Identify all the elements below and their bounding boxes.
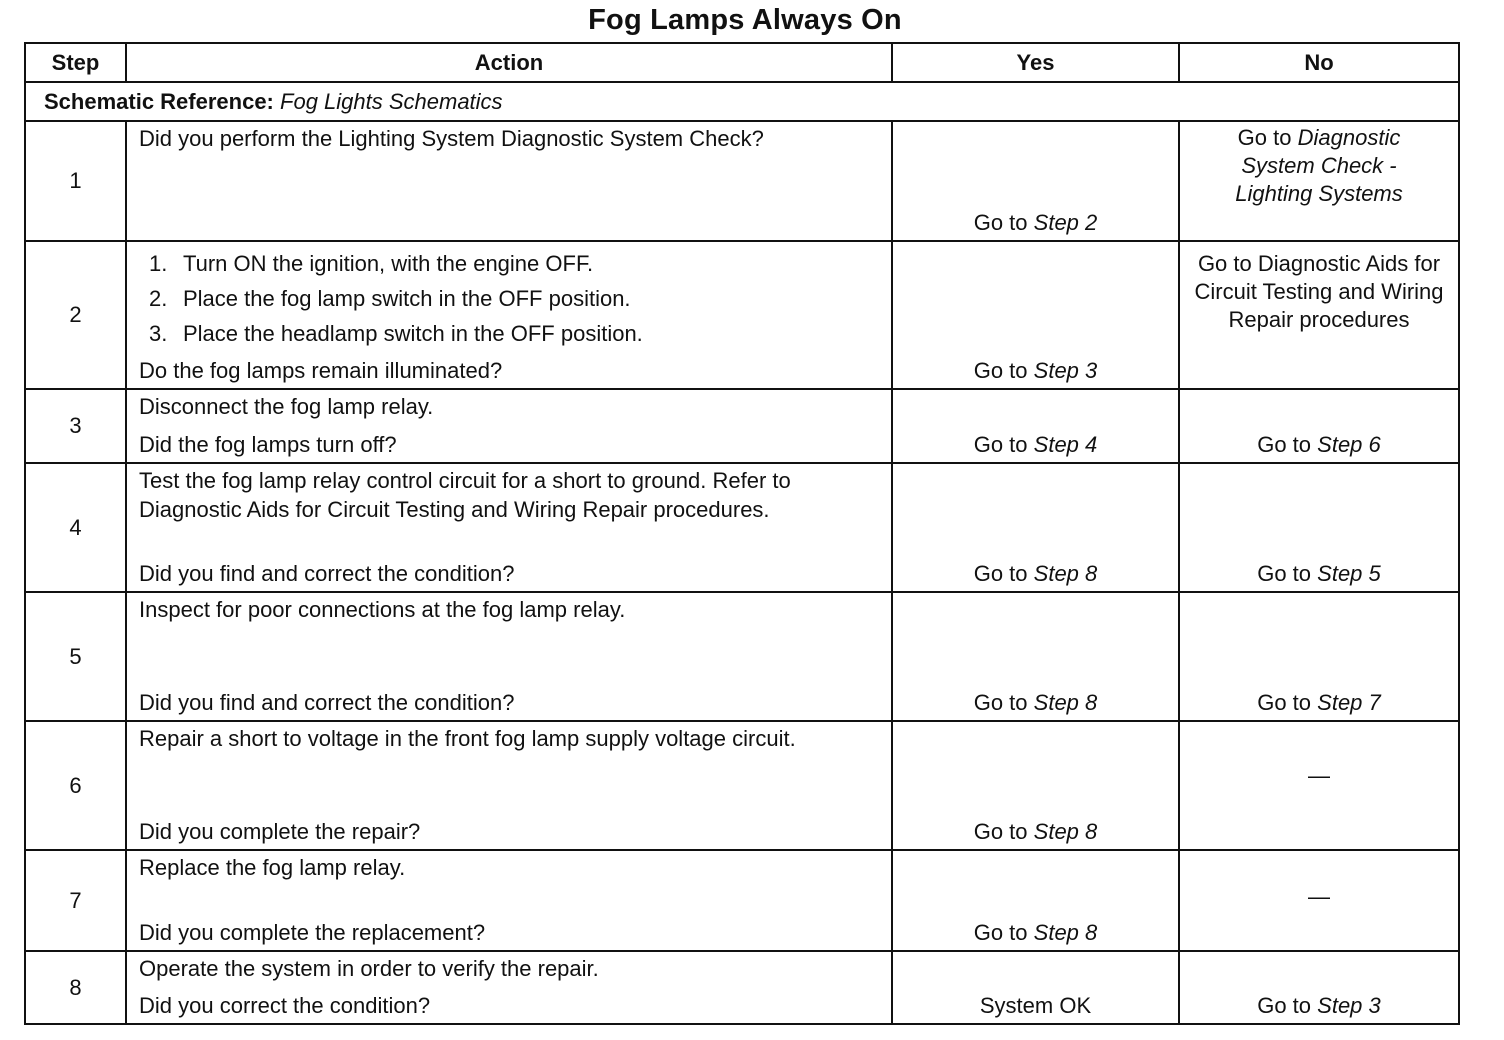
table-row [25,951,1459,1024]
table-row [25,241,1459,389]
yes-prefix: Go to [973,561,1028,586]
header-step: Step [25,43,126,82]
action-cell [126,389,892,463]
action-cell [126,592,892,721]
yes-prefix: Go to [973,210,1028,235]
action-cell [126,241,892,389]
action-cell [126,951,892,1024]
diagnostic-table [24,42,1460,1025]
no-prefix: Go to [1257,561,1312,586]
yes-step-link[interactable]: Step 8 [1033,819,1098,844]
yes-prefix: Go to [973,819,1028,844]
table-row [25,121,1459,241]
action-text: Replace the fog lamp relay. [139,855,406,880]
yes-result [893,432,1178,458]
action-question: Did the fog lamps turn off? [139,432,397,457]
no-step-link[interactable]: Step 3 [1317,993,1381,1018]
yes-cell [892,951,1179,1024]
schematic-reference-row [25,82,1459,121]
no-result[interactable]: Go to Diagnostic Aids for Circuit Testing and Wiring Repair procedures [1194,251,1444,332]
no-result: — [1308,883,1330,909]
yes-cell [892,592,1179,721]
step-number: 6 [25,721,126,850]
step-number: 3 [25,389,126,463]
header-action: Action [126,43,892,82]
action-cell [126,850,892,951]
action-question: Did you find and correct the condition? [139,561,515,586]
no-cell [1179,241,1459,389]
yes-step-link[interactable]: Step 8 [1033,690,1098,715]
no-result: — [1308,762,1330,788]
no-result [1180,690,1458,716]
no-result [1180,124,1458,208]
yes-result [893,920,1178,946]
step-number: 7 [25,850,126,951]
action-question: Did you complete the replacement? [139,920,486,945]
no-result [1180,993,1458,1019]
yes-cell [892,721,1179,850]
page-title: Fog Lamps Always On [588,4,902,36]
yes-step-link[interactable]: Step 3 [1033,358,1098,383]
no-cell [1179,121,1459,241]
header-no: No [1179,43,1459,82]
header-yes: Yes [892,43,1179,82]
yes-cell [892,121,1179,241]
no-step-link[interactable]: Step 7 [1317,690,1381,715]
no-cell [1179,389,1459,463]
step-number: 4 [25,463,126,592]
table-row [25,721,1459,850]
list-item: 2. Place the fog lamp switch in the OFF position. [149,286,631,311]
action-text: Inspect for poor connections at the fog lamp relay. [139,597,626,622]
yes-result [893,819,1178,845]
no-step-link[interactable]: Diagnostic System Check - Lighting Systems [1235,125,1403,206]
yes-step-link[interactable]: Step 8 [1033,561,1098,586]
yes-result [893,561,1178,587]
yes-prefix: Go to [973,432,1028,457]
action-text: Test the fog lamp relay control circuit for a short to ground. Refer to Diagnostic Aids for Circuit Testing and Wiring Repair procedures. [139,468,791,522]
no-step-link[interactable]: Step 6 [1317,432,1381,457]
table-row [25,850,1459,951]
no-cell [1179,850,1459,951]
yes-prefix: Go to [973,690,1028,715]
action-cell [126,721,892,850]
action-text: Operate the system in order to verify the repair. [139,956,599,981]
no-result [1180,561,1458,587]
action-cell [126,463,892,592]
yes-result [893,358,1178,384]
no-cell [1179,592,1459,721]
table-row [25,592,1459,721]
yes-cell [892,389,1179,463]
action-question: Did you complete the repair? [139,819,421,844]
action-question: Do the fog lamps remain illuminated? [139,358,503,383]
yes-cell [892,241,1179,389]
table-row [25,463,1459,592]
yes-step-link[interactable]: Step 8 [1033,920,1098,945]
no-step-link[interactable]: Step 5 [1317,561,1381,586]
yes-result [893,690,1178,716]
schematic-reference [25,82,1459,121]
list-item: 3. Place the headlamp switch in the OFF position. [149,321,643,346]
action-cell [126,121,892,241]
no-prefix: Go to [1257,993,1312,1018]
no-cell [1179,721,1459,850]
no-result [1180,432,1458,458]
action-text: Repair a short to voltage in the front fog lamp supply voltage circuit. [139,726,796,751]
action-text: Disconnect the fog lamp relay. [139,394,434,419]
step-number: 8 [25,951,126,1024]
yes-step-link[interactable]: Step 2 [1033,210,1098,235]
action-question: Did you find and correct the condition? [139,690,515,715]
no-prefix: Go to [1237,125,1292,150]
step-number: 5 [25,592,126,721]
substep-list-container [127,246,881,351]
schematic-reference-label: Schematic Reference: [44,88,274,114]
no-prefix: Go to [1257,432,1312,457]
list-item: 1. Turn ON the ignition, with the engine OFF. [149,251,594,276]
schematic-reference-link[interactable]: Fog Lights Schematics [280,88,503,114]
yes-cell [892,463,1179,592]
no-prefix: Go to [1257,690,1312,715]
action-question: Did you correct the condition? [139,993,431,1018]
yes-cell [892,850,1179,951]
step-number: 1 [25,121,126,241]
action-text: Did you perform the Lighting System Diagnostic System Check? [139,126,764,151]
yes-prefix: Go to [973,358,1028,383]
no-cell [1179,463,1459,592]
table-header-row [25,43,1459,82]
substep-list [127,246,881,351]
yes-step-link[interactable]: Step 4 [1033,432,1098,457]
step-number: 2 [25,241,126,389]
yes-prefix: Go to [973,920,1028,945]
yes-result: System OK [979,993,1092,1018]
yes-result [893,210,1178,236]
no-cell [1179,951,1459,1024]
table-row [25,389,1459,463]
